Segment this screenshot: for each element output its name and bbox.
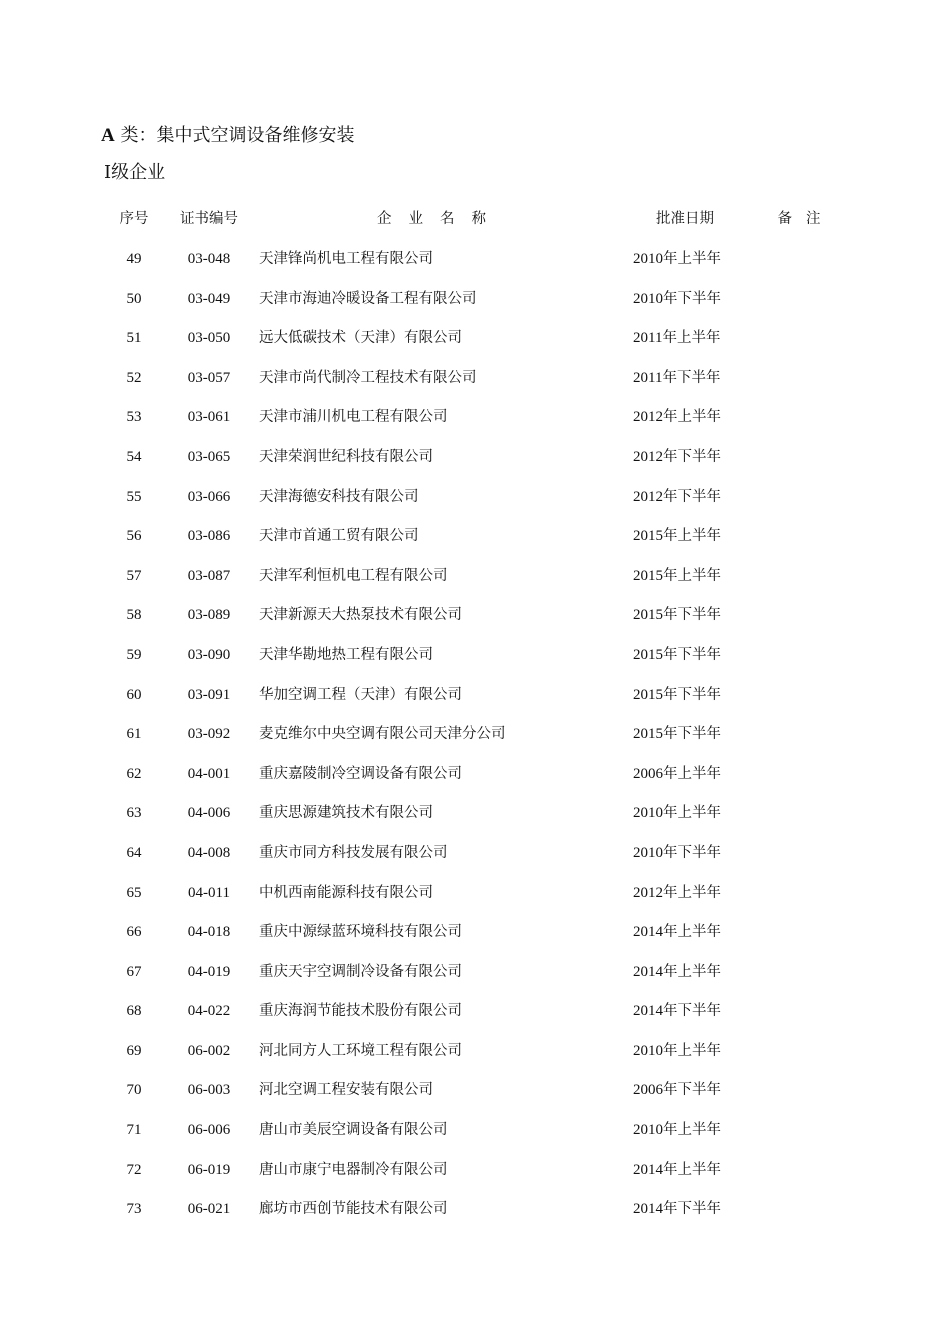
row-seq: 56	[126, 528, 142, 545]
row-approval-half: 年上半年	[662, 330, 721, 347]
table-row	[0, 1158, 950, 1198]
row-approval-half: 年下半年	[663, 844, 721, 861]
row-company-name: 麦克维尔中央空调有限公司天津分公司	[259, 726, 506, 743]
table-row	[0, 326, 950, 366]
row-cert: 03-048	[187, 251, 231, 267]
row-approval-date	[633, 683, 721, 707]
header-date: 批准日期	[656, 211, 714, 227]
row-seq: 49	[126, 251, 142, 267]
row-seq: 69	[126, 1042, 142, 1059]
row-approval-date	[633, 564, 721, 588]
table-row	[0, 801, 950, 841]
table-row	[0, 960, 950, 1000]
row-seq: 55	[126, 488, 142, 505]
row-company-name: 重庆天宇空调制冷设备有限公司	[259, 963, 462, 980]
row-company-name: 天津军利恒机电工程有限公司	[259, 567, 448, 584]
row-cert: 04-018	[187, 924, 231, 941]
row-approval-year: 2014	[633, 1161, 663, 1178]
row-approval-half: 年上半年	[663, 251, 721, 267]
row-approval-date	[633, 326, 720, 350]
row-cert: 03-065	[187, 448, 231, 465]
row-approval-date	[633, 643, 721, 667]
row-company-name: 唐山市康宁电器制冷有限公司	[259, 1161, 448, 1178]
category-letter: A	[101, 125, 115, 146]
row-company-name: 天津荣润世纪科技有限公司	[259, 448, 433, 465]
row-approval-date	[633, 1197, 721, 1221]
row-company-name: 重庆嘉陵制冷空调设备有限公司	[259, 765, 462, 782]
table-row	[0, 999, 950, 1039]
row-seq: 53	[126, 409, 142, 426]
table-row	[0, 287, 950, 327]
row-company-name: 天津市海迪冷暖设备工程有限公司	[259, 290, 477, 307]
row-cert: 04-008	[187, 844, 231, 861]
table-row	[0, 405, 950, 445]
level-heading: Ⅰ级企业	[104, 162, 166, 183]
row-approval-half: 年下半年	[663, 1201, 721, 1218]
row-approval-half: 年上半年	[663, 1042, 721, 1059]
row-cert: 03-066	[187, 488, 231, 505]
row-approval-date	[633, 762, 721, 786]
row-approval-year: 2015	[633, 726, 663, 743]
table-row	[0, 247, 950, 287]
row-approval-half: 年上半年	[663, 963, 721, 980]
row-approval-year: 2011	[633, 330, 663, 347]
row-seq: 54	[126, 448, 142, 465]
row-approval-half: 年下半年	[663, 448, 721, 465]
row-cert: 04-006	[187, 805, 231, 822]
row-cert: 03-087	[187, 567, 231, 584]
row-seq: 50	[126, 290, 142, 307]
row-approval-date	[633, 960, 721, 984]
row-approval-year: 2010	[633, 1122, 663, 1139]
table-row	[0, 920, 950, 960]
row-approval-year: 2015	[633, 607, 663, 624]
row-seq: 66	[126, 924, 142, 941]
table-row	[0, 683, 950, 723]
row-cert: 04-019	[187, 963, 231, 980]
row-approval-half: 年上半年	[663, 884, 721, 901]
row-cert: 06-019	[187, 1161, 231, 1178]
table-row	[0, 762, 950, 802]
row-cert: 04-001	[187, 765, 231, 782]
row-approval-date	[633, 1158, 721, 1182]
row-approval-year: 2012	[633, 488, 663, 505]
row-company-name: 天津市首通工贸有限公司	[259, 528, 419, 545]
row-approval-date	[633, 999, 721, 1023]
row-company-name: 天津海德安科技有限公司	[259, 488, 419, 505]
row-approval-half: 年上半年	[663, 805, 721, 822]
row-cert: 06-003	[187, 1082, 231, 1099]
table-row	[0, 841, 950, 881]
row-cert: 03-049	[187, 290, 231, 307]
row-approval-half: 年上半年	[663, 924, 721, 941]
row-cert: 03-092	[187, 726, 231, 743]
row-company-name: 重庆市同方科技发展有限公司	[259, 844, 448, 861]
row-approval-date	[633, 247, 721, 271]
row-approval-date	[633, 841, 721, 865]
row-approval-date	[633, 920, 721, 944]
row-company-name: 华加空调工程（天津）有限公司	[259, 686, 462, 703]
row-cert: 06-002	[187, 1042, 231, 1059]
row-approval-year: 2012	[633, 448, 663, 465]
row-approval-year: 2015	[633, 646, 663, 663]
table-row	[0, 445, 950, 485]
row-cert: 04-022	[187, 1003, 231, 1020]
row-cert: 06-021	[187, 1201, 231, 1218]
table-row	[0, 1039, 950, 1079]
row-company-name: 中机西南能源科技有限公司	[259, 884, 433, 901]
row-seq: 58	[126, 607, 142, 624]
row-cert: 03-086	[187, 528, 231, 545]
row-approval-half: 年上半年	[663, 1161, 721, 1178]
row-approval-date	[633, 801, 721, 825]
row-company-name: 重庆思源建筑技术有限公司	[259, 805, 433, 822]
row-approval-year: 2015	[633, 528, 663, 545]
row-cert: 04-011	[188, 884, 230, 901]
row-seq: 64	[126, 844, 142, 861]
row-cert: 03-091	[187, 686, 231, 703]
row-approval-year: 2006	[633, 765, 663, 782]
row-approval-date	[633, 1118, 721, 1142]
row-approval-year: 2010	[633, 805, 663, 822]
table-body	[0, 247, 950, 1237]
header-note: 备注	[777, 211, 835, 227]
row-company-name: 天津市尚代制冷工程技术有限公司	[259, 369, 477, 386]
row-approval-date	[633, 287, 721, 311]
row-approval-half: 年下半年	[663, 1003, 721, 1020]
row-approval-half: 年下半年	[663, 686, 721, 703]
row-approval-half: 年下半年	[663, 646, 721, 663]
row-seq: 65	[126, 884, 142, 901]
row-seq: 51	[126, 330, 142, 347]
row-approval-half: 年上半年	[663, 528, 721, 545]
row-company-name: 重庆中源绿蓝环境科技有限公司	[259, 924, 462, 941]
row-approval-year: 2015	[633, 567, 663, 584]
row-approval-half: 年下半年	[662, 369, 721, 386]
row-approval-year: 2010	[633, 1042, 663, 1059]
row-seq: 70	[126, 1082, 142, 1099]
table-row	[0, 1118, 950, 1158]
row-seq: 61	[126, 726, 142, 743]
row-company-name: 远大低碳技术（天津）有限公司	[259, 330, 462, 347]
row-approval-year: 2015	[633, 686, 663, 703]
row-cert: 03-057	[187, 369, 231, 386]
row-approval-date	[633, 485, 721, 509]
row-approval-year: 2010	[633, 251, 663, 267]
table-header-row	[0, 207, 950, 233]
table-row	[0, 366, 950, 406]
row-company-name: 天津华勘地热工程有限公司	[259, 646, 433, 663]
table-row	[0, 722, 950, 762]
row-company-name: 廊坊市西创节能技术有限公司	[259, 1201, 448, 1218]
header-cert: 证书编号	[180, 211, 238, 227]
row-approval-half: 年上半年	[663, 567, 721, 584]
row-seq: 72	[126, 1161, 142, 1178]
row-approval-year: 2011	[633, 369, 663, 386]
row-approval-half: 年下半年	[663, 726, 721, 743]
row-company-name: 唐山市美辰空调设备有限公司	[259, 1122, 448, 1139]
table-row	[0, 485, 950, 525]
row-approval-year: 2014	[633, 1201, 663, 1218]
row-company-name: 天津锋尚机电工程有限公司	[259, 251, 433, 267]
row-approval-year: 2014	[633, 1003, 663, 1020]
row-cert: 06-006	[187, 1122, 231, 1139]
table-row	[0, 603, 950, 643]
row-cert: 03-089	[187, 607, 231, 624]
table-row	[0, 1197, 950, 1237]
row-seq: 67	[126, 963, 142, 980]
row-seq: 68	[126, 1003, 142, 1020]
row-seq: 60	[126, 686, 142, 703]
table-row	[0, 881, 950, 921]
row-seq: 59	[126, 646, 142, 663]
row-approval-date	[633, 524, 721, 548]
row-company-name: 天津新源天大热泵技术有限公司	[259, 607, 462, 624]
row-approval-date	[633, 366, 720, 390]
row-approval-half: 年下半年	[663, 488, 721, 505]
row-approval-year: 2006	[633, 1082, 663, 1099]
row-approval-year: 2010	[633, 844, 663, 861]
category-heading	[101, 123, 354, 149]
header-name: 企业名称	[377, 211, 503, 227]
table-row	[0, 524, 950, 564]
row-approval-date	[633, 722, 721, 746]
row-approval-date	[633, 1078, 721, 1102]
row-approval-year: 2014	[633, 963, 663, 980]
row-approval-year: 2012	[633, 409, 663, 426]
row-approval-date	[633, 445, 721, 469]
table-row	[0, 643, 950, 683]
row-approval-year: 2010	[633, 290, 663, 307]
table-row	[0, 1078, 950, 1118]
row-approval-year: 2014	[633, 924, 663, 941]
table-row	[0, 564, 950, 604]
row-approval-half: 年下半年	[663, 607, 721, 624]
row-approval-date	[633, 603, 721, 627]
header-seq: 序号	[119, 211, 149, 227]
row-cert: 03-090	[187, 646, 231, 663]
row-seq: 63	[126, 805, 142, 822]
row-company-name: 天津市浦川机电工程有限公司	[259, 409, 448, 426]
row-seq: 57	[126, 567, 142, 584]
row-approval-half: 年下半年	[663, 1082, 721, 1099]
row-company-name: 河北同方人工环境工程有限公司	[259, 1042, 462, 1059]
row-approval-date	[633, 405, 721, 429]
row-seq: 73	[126, 1201, 142, 1218]
row-company-name: 河北空调工程安装有限公司	[259, 1082, 433, 1099]
row-seq: 62	[126, 765, 142, 782]
row-approval-half: 年下半年	[663, 290, 721, 307]
row-company-name: 重庆海润节能技术股份有限公司	[259, 1003, 462, 1020]
row-approval-date	[633, 881, 721, 905]
category-title: 类：集中式空调设备维修安装	[114, 125, 355, 146]
row-approval-half: 年上半年	[663, 409, 721, 426]
row-approval-date	[633, 1039, 721, 1063]
row-seq: 71	[126, 1122, 142, 1139]
row-cert: 03-050	[187, 330, 231, 347]
row-cert: 03-061	[187, 409, 231, 426]
row-approval-half: 年上半年	[663, 1122, 721, 1139]
row-approval-year: 2012	[633, 884, 663, 901]
row-seq: 52	[126, 369, 142, 386]
row-approval-half: 年上半年	[663, 765, 721, 782]
